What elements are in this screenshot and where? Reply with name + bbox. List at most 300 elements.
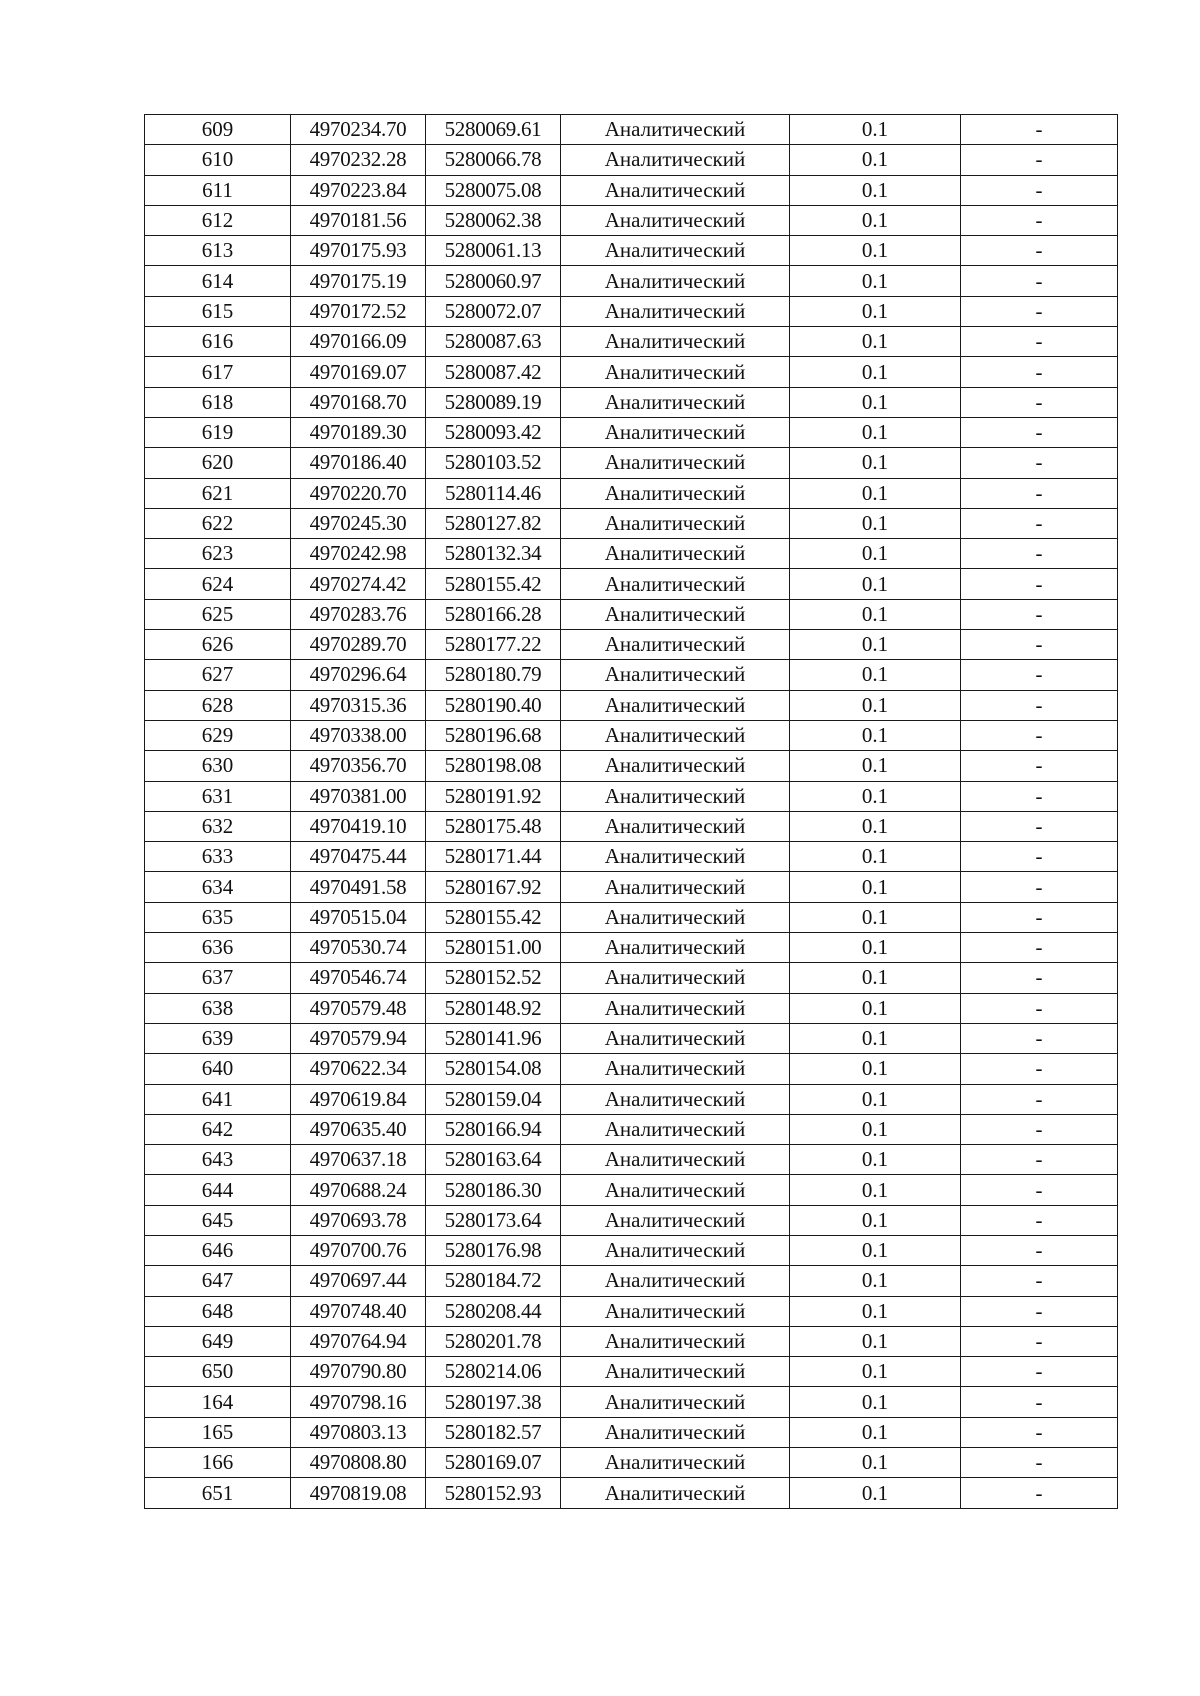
point-number-cell: 648: [145, 1296, 291, 1326]
description-cell: -: [961, 1266, 1118, 1296]
method-cell: Аналитический: [561, 1175, 790, 1205]
method-cell: Аналитический: [561, 811, 790, 841]
point-number-cell: 612: [145, 205, 291, 235]
method-cell: Аналитический: [561, 630, 790, 660]
description-cell: -: [961, 902, 1118, 932]
point-number-cell: 622: [145, 508, 291, 538]
method-cell: Аналитический: [561, 1357, 790, 1387]
point-number-cell: 615: [145, 296, 291, 326]
point-number-cell: 164: [145, 1387, 291, 1417]
point-number-cell: 618: [145, 387, 291, 417]
table-row: [145, 1205, 1118, 1235]
y-coordinate-cell: 5280069.61: [426, 115, 561, 145]
description-cell: -: [961, 933, 1118, 963]
x-coordinate-cell: 4970356.70: [291, 751, 426, 781]
description-cell: -: [961, 1114, 1118, 1144]
method-cell: Аналитический: [561, 690, 790, 720]
precision-cell: 0.1: [790, 236, 961, 266]
description-cell: -: [961, 296, 1118, 326]
description-cell: -: [961, 478, 1118, 508]
point-number-cell: 639: [145, 1023, 291, 1053]
y-coordinate-cell: 5280177.22: [426, 630, 561, 660]
x-coordinate-cell: 4970220.70: [291, 478, 426, 508]
y-coordinate-cell: 5280197.38: [426, 1387, 561, 1417]
description-cell: -: [961, 690, 1118, 720]
point-number-cell: 634: [145, 872, 291, 902]
description-cell: -: [961, 1417, 1118, 1447]
method-cell: Аналитический: [561, 872, 790, 902]
table-row: [145, 963, 1118, 993]
precision-cell: 0.1: [790, 1478, 961, 1508]
method-cell: Аналитический: [561, 963, 790, 993]
x-coordinate-cell: 4970515.04: [291, 902, 426, 932]
point-number-cell: 642: [145, 1114, 291, 1144]
table-row: [145, 842, 1118, 872]
y-coordinate-cell: 5280066.78: [426, 145, 561, 175]
x-coordinate-cell: 4970242.98: [291, 539, 426, 569]
y-coordinate-cell: 5280075.08: [426, 175, 561, 205]
precision-cell: 0.1: [790, 1296, 961, 1326]
method-cell: Аналитический: [561, 902, 790, 932]
point-number-cell: 628: [145, 690, 291, 720]
point-number-cell: 616: [145, 327, 291, 357]
method-cell: Аналитический: [561, 508, 790, 538]
x-coordinate-cell: 4970289.70: [291, 630, 426, 660]
x-coordinate-cell: 4970172.52: [291, 296, 426, 326]
precision-cell: 0.1: [790, 690, 961, 720]
table-row: [145, 690, 1118, 720]
method-cell: Аналитический: [561, 1417, 790, 1447]
y-coordinate-cell: 5280184.72: [426, 1266, 561, 1296]
y-coordinate-cell: 5280198.08: [426, 751, 561, 781]
method-cell: Аналитический: [561, 1054, 790, 1084]
x-coordinate-cell: 4970175.93: [291, 236, 426, 266]
y-coordinate-cell: 5280186.30: [426, 1175, 561, 1205]
point-number-cell: 646: [145, 1235, 291, 1265]
description-cell: -: [961, 145, 1118, 175]
y-coordinate-cell: 5280182.57: [426, 1417, 561, 1447]
description-cell: -: [961, 448, 1118, 478]
table-row: [145, 993, 1118, 1023]
table-row: [145, 872, 1118, 902]
point-number-cell: 631: [145, 781, 291, 811]
table-row: [145, 1417, 1118, 1447]
method-cell: Аналитический: [561, 720, 790, 750]
point-number-cell: 625: [145, 599, 291, 629]
precision-cell: 0.1: [790, 1114, 961, 1144]
description-cell: -: [961, 872, 1118, 902]
precision-cell: 0.1: [790, 327, 961, 357]
method-cell: Аналитический: [561, 236, 790, 266]
x-coordinate-cell: 4970700.76: [291, 1235, 426, 1265]
table-row: [145, 630, 1118, 660]
precision-cell: 0.1: [790, 630, 961, 660]
point-number-cell: 623: [145, 539, 291, 569]
y-coordinate-cell: 5280151.00: [426, 933, 561, 963]
precision-cell: 0.1: [790, 1387, 961, 1417]
precision-cell: 0.1: [790, 781, 961, 811]
description-cell: -: [961, 1387, 1118, 1417]
y-coordinate-cell: 5280173.64: [426, 1205, 561, 1235]
table-row: [145, 1326, 1118, 1356]
point-number-cell: 635: [145, 902, 291, 932]
x-coordinate-cell: 4970283.76: [291, 599, 426, 629]
description-cell: -: [961, 266, 1118, 296]
x-coordinate-cell: 4970232.28: [291, 145, 426, 175]
method-cell: Аналитический: [561, 357, 790, 387]
point-number-cell: 620: [145, 448, 291, 478]
method-cell: Аналитический: [561, 1387, 790, 1417]
table-row: [145, 417, 1118, 447]
table-row: [145, 1175, 1118, 1205]
point-number-cell: 640: [145, 1054, 291, 1084]
x-coordinate-cell: 4970175.19: [291, 266, 426, 296]
precision-cell: 0.1: [790, 478, 961, 508]
precision-cell: 0.1: [790, 1357, 961, 1387]
method-cell: Аналитический: [561, 1235, 790, 1265]
y-coordinate-cell: 5280175.48: [426, 811, 561, 841]
y-coordinate-cell: 5280159.04: [426, 1084, 561, 1114]
y-coordinate-cell: 5280154.08: [426, 1054, 561, 1084]
x-coordinate-cell: 4970381.00: [291, 781, 426, 811]
table-row: [145, 296, 1118, 326]
method-cell: Аналитический: [561, 539, 790, 569]
x-coordinate-cell: 4970223.84: [291, 175, 426, 205]
description-cell: -: [961, 842, 1118, 872]
x-coordinate-cell: 4970274.42: [291, 569, 426, 599]
x-coordinate-cell: 4970169.07: [291, 357, 426, 387]
method-cell: Аналитический: [561, 569, 790, 599]
description-cell: -: [961, 1296, 1118, 1326]
precision-cell: 0.1: [790, 963, 961, 993]
y-coordinate-cell: 5280167.92: [426, 872, 561, 902]
table-row: [145, 236, 1118, 266]
table-row: [145, 1266, 1118, 1296]
description-cell: -: [961, 599, 1118, 629]
precision-cell: 0.1: [790, 175, 961, 205]
precision-cell: 0.1: [790, 993, 961, 1023]
precision-cell: 0.1: [790, 933, 961, 963]
x-coordinate-cell: 4970798.16: [291, 1387, 426, 1417]
table-row: [145, 508, 1118, 538]
point-number-cell: 630: [145, 751, 291, 781]
method-cell: Аналитический: [561, 751, 790, 781]
y-coordinate-cell: 5280087.42: [426, 357, 561, 387]
x-coordinate-cell: 4970546.74: [291, 963, 426, 993]
point-number-cell: 632: [145, 811, 291, 841]
precision-cell: 0.1: [790, 508, 961, 538]
y-coordinate-cell: 5280208.44: [426, 1296, 561, 1326]
y-coordinate-cell: 5280114.46: [426, 478, 561, 508]
x-coordinate-cell: 4970619.84: [291, 1084, 426, 1114]
method-cell: Аналитический: [561, 1145, 790, 1175]
x-coordinate-cell: 4970234.70: [291, 115, 426, 145]
description-cell: -: [961, 539, 1118, 569]
table-row: [145, 1114, 1118, 1144]
description-cell: -: [961, 1084, 1118, 1114]
method-cell: Аналитический: [561, 933, 790, 963]
description-cell: -: [961, 1326, 1118, 1356]
table-row: [145, 539, 1118, 569]
table-row: [145, 357, 1118, 387]
precision-cell: 0.1: [790, 751, 961, 781]
method-cell: Аналитический: [561, 1023, 790, 1053]
table-row: [145, 660, 1118, 690]
table-row: [145, 478, 1118, 508]
description-cell: -: [961, 175, 1118, 205]
x-coordinate-cell: 4970819.08: [291, 1478, 426, 1508]
description-cell: -: [961, 508, 1118, 538]
method-cell: Аналитический: [561, 1114, 790, 1144]
x-coordinate-cell: 4970697.44: [291, 1266, 426, 1296]
method-cell: Аналитический: [561, 115, 790, 145]
x-coordinate-cell: 4970296.64: [291, 660, 426, 690]
method-cell: Аналитический: [561, 1296, 790, 1326]
x-coordinate-cell: 4970166.09: [291, 327, 426, 357]
description-cell: -: [961, 1448, 1118, 1478]
point-number-cell: 619: [145, 417, 291, 447]
x-coordinate-cell: 4970530.74: [291, 933, 426, 963]
y-coordinate-cell: 5280062.38: [426, 205, 561, 235]
description-cell: -: [961, 1054, 1118, 1084]
x-coordinate-cell: 4970189.30: [291, 417, 426, 447]
table-row: [145, 569, 1118, 599]
description-cell: -: [961, 236, 1118, 266]
x-coordinate-cell: 4970790.80: [291, 1357, 426, 1387]
y-coordinate-cell: 5280171.44: [426, 842, 561, 872]
method-cell: Аналитический: [561, 599, 790, 629]
precision-cell: 0.1: [790, 145, 961, 175]
y-coordinate-cell: 5280163.64: [426, 1145, 561, 1175]
y-coordinate-cell: 5280190.40: [426, 690, 561, 720]
x-coordinate-cell: 4970579.94: [291, 1023, 426, 1053]
description-cell: -: [961, 963, 1118, 993]
y-coordinate-cell: 5280072.07: [426, 296, 561, 326]
table-row: [145, 1054, 1118, 1084]
table-row: [145, 1023, 1118, 1053]
point-number-cell: 645: [145, 1205, 291, 1235]
table-row: [145, 327, 1118, 357]
precision-cell: 0.1: [790, 811, 961, 841]
method-cell: Аналитический: [561, 781, 790, 811]
point-number-cell: 633: [145, 842, 291, 872]
method-cell: Аналитический: [561, 145, 790, 175]
method-cell: Аналитический: [561, 1478, 790, 1508]
y-coordinate-cell: 5280132.34: [426, 539, 561, 569]
table-row: [145, 902, 1118, 932]
table-row: [145, 448, 1118, 478]
method-cell: Аналитический: [561, 175, 790, 205]
table-row: [145, 1296, 1118, 1326]
precision-cell: 0.1: [790, 720, 961, 750]
method-cell: Аналитический: [561, 993, 790, 1023]
description-cell: -: [961, 1023, 1118, 1053]
y-coordinate-cell: 5280060.97: [426, 266, 561, 296]
point-number-cell: 611: [145, 175, 291, 205]
point-number-cell: 609: [145, 115, 291, 145]
precision-cell: 0.1: [790, 660, 961, 690]
method-cell: Аналитический: [561, 296, 790, 326]
y-coordinate-cell: 5280166.28: [426, 599, 561, 629]
y-coordinate-cell: 5280169.07: [426, 1448, 561, 1478]
x-coordinate-cell: 4970637.18: [291, 1145, 426, 1175]
precision-cell: 0.1: [790, 266, 961, 296]
x-coordinate-cell: 4970635.40: [291, 1114, 426, 1144]
precision-cell: 0.1: [790, 1205, 961, 1235]
y-coordinate-cell: 5280089.19: [426, 387, 561, 417]
precision-cell: 0.1: [790, 1084, 961, 1114]
method-cell: Аналитический: [561, 1326, 790, 1356]
precision-cell: 0.1: [790, 1266, 961, 1296]
y-coordinate-cell: 5280127.82: [426, 508, 561, 538]
point-number-cell: 629: [145, 720, 291, 750]
description-cell: -: [961, 811, 1118, 841]
y-coordinate-cell: 5280196.68: [426, 720, 561, 750]
x-coordinate-cell: 4970693.78: [291, 1205, 426, 1235]
description-cell: -: [961, 327, 1118, 357]
table-row: [145, 1478, 1118, 1508]
x-coordinate-cell: 4970491.58: [291, 872, 426, 902]
table-row: [145, 1145, 1118, 1175]
description-cell: -: [961, 630, 1118, 660]
point-number-cell: 641: [145, 1084, 291, 1114]
point-number-cell: 649: [145, 1326, 291, 1356]
table-row: [145, 115, 1118, 145]
x-coordinate-cell: 4970315.36: [291, 690, 426, 720]
y-coordinate-cell: 5280176.98: [426, 1235, 561, 1265]
y-coordinate-cell: 5280141.96: [426, 1023, 561, 1053]
description-cell: -: [961, 993, 1118, 1023]
precision-cell: 0.1: [790, 448, 961, 478]
precision-cell: 0.1: [790, 872, 961, 902]
precision-cell: 0.1: [790, 1054, 961, 1084]
table-row: [145, 1387, 1118, 1417]
x-coordinate-cell: 4970764.94: [291, 1326, 426, 1356]
point-number-cell: 614: [145, 266, 291, 296]
precision-cell: 0.1: [790, 842, 961, 872]
description-cell: -: [961, 357, 1118, 387]
coordinates-table: [144, 114, 1118, 1509]
precision-cell: 0.1: [790, 599, 961, 629]
y-coordinate-cell: 5280061.13: [426, 236, 561, 266]
x-coordinate-cell: 4970579.48: [291, 993, 426, 1023]
x-coordinate-cell: 4970475.44: [291, 842, 426, 872]
method-cell: Аналитический: [561, 387, 790, 417]
point-number-cell: 610: [145, 145, 291, 175]
precision-cell: 0.1: [790, 1235, 961, 1265]
x-coordinate-cell: 4970338.00: [291, 720, 426, 750]
method-cell: Аналитический: [561, 478, 790, 508]
table-row: [145, 720, 1118, 750]
point-number-cell: 651: [145, 1478, 291, 1508]
method-cell: Аналитический: [561, 1448, 790, 1478]
x-coordinate-cell: 4970186.40: [291, 448, 426, 478]
precision-cell: 0.1: [790, 1448, 961, 1478]
table-row: [145, 145, 1118, 175]
point-number-cell: 166: [145, 1448, 291, 1478]
description-cell: -: [961, 417, 1118, 447]
description-cell: -: [961, 1205, 1118, 1235]
point-number-cell: 613: [145, 236, 291, 266]
point-number-cell: 626: [145, 630, 291, 660]
x-coordinate-cell: 4970803.13: [291, 1417, 426, 1447]
x-coordinate-cell: 4970168.70: [291, 387, 426, 417]
precision-cell: 0.1: [790, 115, 961, 145]
precision-cell: 0.1: [790, 569, 961, 599]
description-cell: -: [961, 1145, 1118, 1175]
description-cell: -: [961, 205, 1118, 235]
precision-cell: 0.1: [790, 417, 961, 447]
point-number-cell: 617: [145, 357, 291, 387]
table-row: [145, 781, 1118, 811]
precision-cell: 0.1: [790, 902, 961, 932]
method-cell: Аналитический: [561, 205, 790, 235]
precision-cell: 0.1: [790, 296, 961, 326]
point-number-cell: 647: [145, 1266, 291, 1296]
point-number-cell: 165: [145, 1417, 291, 1447]
y-coordinate-cell: 5280155.42: [426, 569, 561, 599]
precision-cell: 0.1: [790, 1417, 961, 1447]
table-row: [145, 1357, 1118, 1387]
table-row: [145, 1235, 1118, 1265]
description-cell: -: [961, 1175, 1118, 1205]
precision-cell: 0.1: [790, 1145, 961, 1175]
point-number-cell: 621: [145, 478, 291, 508]
y-coordinate-cell: 5280166.94: [426, 1114, 561, 1144]
table-row: [145, 205, 1118, 235]
x-coordinate-cell: 4970808.80: [291, 1448, 426, 1478]
method-cell: Аналитический: [561, 266, 790, 296]
table-row: [145, 175, 1118, 205]
description-cell: -: [961, 387, 1118, 417]
table-row: [145, 266, 1118, 296]
y-coordinate-cell: 5280155.42: [426, 902, 561, 932]
y-coordinate-cell: 5280191.92: [426, 781, 561, 811]
point-number-cell: 627: [145, 660, 291, 690]
y-coordinate-cell: 5280087.63: [426, 327, 561, 357]
method-cell: Аналитический: [561, 1205, 790, 1235]
description-cell: -: [961, 720, 1118, 750]
y-coordinate-cell: 5280201.78: [426, 1326, 561, 1356]
description-cell: -: [961, 115, 1118, 145]
y-coordinate-cell: 5280103.52: [426, 448, 561, 478]
description-cell: -: [961, 781, 1118, 811]
point-number-cell: 644: [145, 1175, 291, 1205]
x-coordinate-cell: 4970419.10: [291, 811, 426, 841]
point-number-cell: 636: [145, 933, 291, 963]
method-cell: Аналитический: [561, 1266, 790, 1296]
description-cell: -: [961, 1357, 1118, 1387]
table-row: [145, 599, 1118, 629]
method-cell: Аналитический: [561, 842, 790, 872]
x-coordinate-cell: 4970748.40: [291, 1296, 426, 1326]
description-cell: -: [961, 660, 1118, 690]
point-number-cell: 624: [145, 569, 291, 599]
precision-cell: 0.1: [790, 205, 961, 235]
method-cell: Аналитический: [561, 327, 790, 357]
table-row: [145, 811, 1118, 841]
point-number-cell: 650: [145, 1357, 291, 1387]
y-coordinate-cell: 5280214.06: [426, 1357, 561, 1387]
method-cell: Аналитический: [561, 1084, 790, 1114]
x-coordinate-cell: 4970181.56: [291, 205, 426, 235]
description-cell: -: [961, 1478, 1118, 1508]
precision-cell: 0.1: [790, 387, 961, 417]
y-coordinate-cell: 5280152.93: [426, 1478, 561, 1508]
method-cell: Аналитический: [561, 448, 790, 478]
table-row: [145, 387, 1118, 417]
precision-cell: 0.1: [790, 1023, 961, 1053]
